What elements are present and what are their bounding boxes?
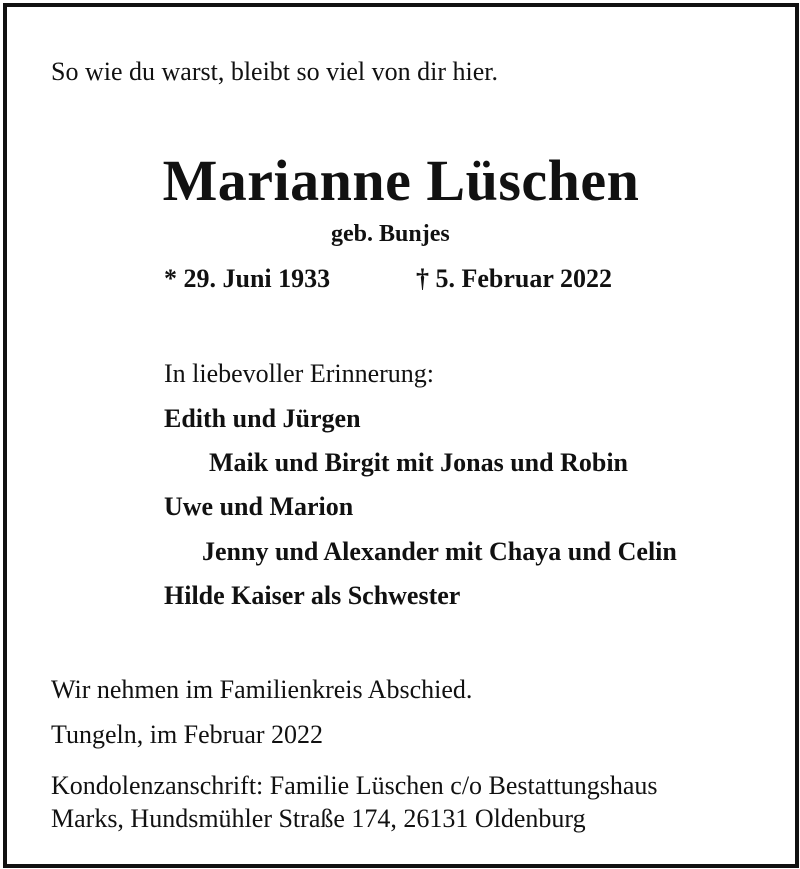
birth-name: geb. Bunjes — [331, 221, 450, 247]
memory-intro: In liebevoller Erinnerung: — [164, 359, 435, 388]
mourner-name: Jenny und Alexander mit Chaya und Celin — [202, 537, 677, 566]
condolence-line: Kondolenzanschrift: Familie Lüschen c/o Bestattungshaus — [51, 771, 658, 800]
mourner-name: Hilde Kaiser als Schwester — [164, 581, 461, 610]
motto-quote: So wie du warst, bleibt so viel von dir hier. — [51, 57, 499, 86]
birth-date: * 29. Juni 1933 — [164, 264, 331, 293]
condolence-line: Marks, Hundsmühler Straße 174, 26131 Oldenburg — [51, 804, 586, 833]
place-and-date: Tungeln, im Februar 2022 — [51, 720, 324, 749]
obituary-notice — [3, 3, 799, 868]
mourner-name: Uwe und Marion — [164, 492, 354, 521]
death-date: † 5. Februar 2022 — [416, 264, 612, 293]
condolence-address — [51, 769, 658, 835]
mourner-name: Maik und Birgit mit Jonas und Robin — [209, 448, 629, 477]
farewell-note: Wir nehmen im Familienkreis Abschied. — [51, 675, 473, 704]
mourner-name: Edith und Jürgen — [164, 404, 361, 433]
deceased-name: Marianne Lüschen — [162, 148, 640, 213]
